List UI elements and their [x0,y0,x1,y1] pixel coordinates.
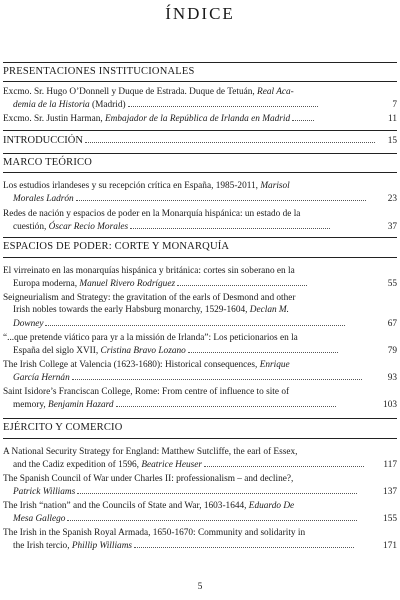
toc-entry[interactable] [3,473,397,499]
page-number: 67 [385,318,397,330]
entry-italic: Cristina Bravo Lozano [100,346,186,357]
toc-entry[interactable] [3,386,397,412]
entry-italic: Embajador de la República de Irlanda en Madrid [105,114,291,124]
dot-leader [177,277,307,286]
toc-entry[interactable] [3,86,397,112]
dot-leader [134,539,354,548]
entry-italic: Morales Ladrón [13,194,74,205]
section-heading: INTRODUCCIÓN [3,135,83,146]
dot-leader [72,371,362,380]
entry-italic: Manuel Rivero Rodríguez [79,279,176,290]
section-rule [3,172,397,173]
dot-leader [45,317,345,326]
entry-italic: Eduardo De [248,501,295,511]
section-rule [3,62,397,63]
entry-text: The Irish College at Valencia (1623-1680): Historical consequences, [3,360,260,370]
entry-italic: Declan M. [249,305,290,316]
footer-page-number: 5 [197,582,203,592]
entry-text: Saint Isidore’s Franciscan College, Rome: From centre of influence to site of [3,387,290,397]
entry-italic: García Hernán [13,373,70,384]
dot-leader [76,192,366,201]
entry-text: Los estudios irlandeses y su recepción crítica en España, 1985-2011, [3,181,261,191]
dot-leader [204,458,364,467]
toc-entry[interactable] [3,527,397,553]
entry-italic: Benjamin Hazard [48,400,114,411]
entry-text: (Madrid) [89,100,126,111]
dot-leader [67,512,357,521]
dot-leader [85,134,375,143]
entry-text: memory, [13,400,49,411]
dot-leader [116,398,336,407]
entry-text: A National Security Strategy for England: Matthew Sutcliffe, the earl of Essex, [3,447,298,457]
dot-leader [188,344,338,353]
dot-leader [292,112,314,121]
page-title: ÍNDICE [165,4,235,23]
dot-leader [130,220,330,229]
entry-text: Redes de nación y espacios de poder en la Monarquía hispánica: un estado de la [3,209,301,219]
entry-italic: Mesa Gallego [13,514,66,525]
page-number: 171 [380,540,397,552]
toc-entry[interactable] [3,265,397,291]
section-rule [3,81,397,82]
page-number: 93 [385,372,397,384]
dot-leader [128,98,318,107]
dot-leader [77,485,357,494]
section-rule [3,438,397,439]
page-number: 23 [385,193,397,205]
section-heading: PRESENTACIONES INSTITUCIONALES [3,66,195,77]
toc-entry[interactable] [3,180,397,206]
page-number: 11 [385,113,397,125]
page-number: 55 [385,278,397,290]
entry-text: and the Cadiz expedition of 1596, [13,460,142,471]
page-number: 37 [385,221,397,233]
entry-text: España del siglo XVII, [13,346,101,357]
entry-text: Irish nobles towards the early Habsburg monarchy, 1529-1604, [13,305,250,316]
section-rule [3,237,397,238]
section-rule [3,257,397,258]
section-rule [3,153,397,154]
entry-italic: Real Aca- [257,87,294,97]
entry-italic: Marisol [260,181,290,191]
page-number: 155 [380,513,397,525]
entry-text: Excmo. Sr. Justin Harman, [3,114,105,124]
entry-text: Excmo. Sr. Hugo O’Donnell y Duque de Estrada. Duque de Tetuán, [3,87,258,97]
section-rule [3,130,397,131]
page-number: 137 [380,486,397,498]
entry-italic: Enrique [259,360,290,370]
entry-italic: Downey [13,318,44,329]
entry-text: “...que pretende viático para yr a la missión de Irlanda”: Los peticionarios en la [3,333,298,343]
entry-text: cuestión, [13,222,49,233]
toc-entry[interactable] [3,292,397,330]
section-heading: ESPACIOS DE PODER: CORTE Y MONARQUÍA [3,241,230,252]
toc-entry[interactable] [3,332,397,358]
entry-italic: Beatrice Heuser [141,460,202,471]
page-number: 103 [380,399,397,411]
entry-text: Seigneurialism and Strategy: the gravitation of the earls of Desmond and other [3,293,296,303]
page-number: 117 [380,459,397,471]
toc-entry[interactable] [3,134,397,147]
entry-text: The Irish “nation” and the Councils of State and War, 1603-1644, [3,501,249,511]
entry-text: the Irish tercio, [13,541,72,552]
section-rule [3,418,397,419]
section-heading: MARCO TEÓRICO [3,157,93,168]
entry-italic: Óscar Recio Morales [48,222,129,233]
entry-italic: demia de la Historia [13,100,90,111]
page-number: 15 [385,135,397,147]
section-heading: EJÉRCITO Y COMERCIO [3,422,123,433]
page-number: 7 [389,99,397,111]
toc-entry[interactable] [3,359,397,385]
entry-italic: Patrick Williams [13,487,76,498]
entry-text: The Spanish Council of War under Charles II: professionalism – and decline?, [3,474,294,484]
toc-entry[interactable] [3,208,397,234]
entry-italic: Phillip Williams [71,541,133,552]
page-number: 79 [385,345,397,357]
toc-entry[interactable] [3,446,397,472]
entry-text: The Irish in the Spanish Royal Armada, 1650-1670: Community and solidarity in [3,528,306,538]
toc-entry[interactable] [3,500,397,526]
entry-text: Europa moderna, [13,279,80,290]
entry-text: El virreinato en las monarquías hispánica y británica: cortes sin soberano en la [3,266,295,276]
toc-entry[interactable] [3,112,397,125]
